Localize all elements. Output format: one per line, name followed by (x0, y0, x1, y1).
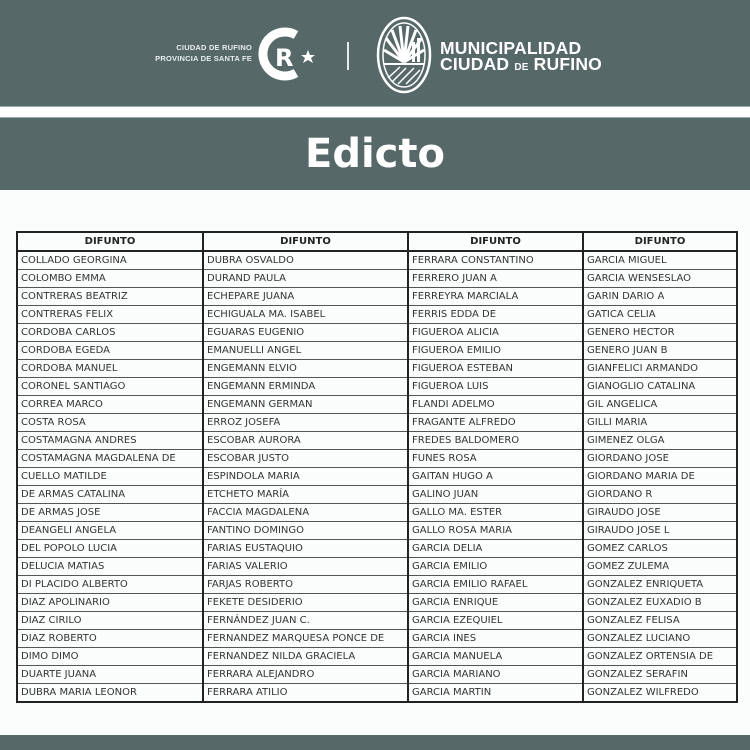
table-cell: GARCIA EMILIO RAFAEL (408, 576, 583, 594)
table-cell: GALINO JUAN (408, 486, 583, 504)
table-cell: GIORDANO R (583, 486, 737, 504)
table-cell: GOMEZ CARLOS (583, 540, 737, 558)
table-cell: GARCIA DELIA (408, 540, 583, 558)
table-cell: GIRAUDO JOSE L (583, 522, 737, 540)
table-cell: GARCIA WENSESLAO (583, 270, 737, 288)
table-row (17, 486, 737, 504)
table-cell: DURAND PAULA (203, 270, 408, 288)
table-cell: FIGUEROA ESTEBAN (408, 360, 583, 378)
municipal-seal-icon (376, 16, 432, 94)
table-cell: CONTRERAS FELIX (17, 306, 203, 324)
municipality-line1: MUNICIPALIDAD (440, 38, 582, 58)
municipality-line2 (440, 56, 602, 76)
table-cell: GENERO HECTOR (583, 324, 737, 342)
table-cell: ESCOBAR JUSTO (203, 450, 408, 468)
table-cell: FERRARA ALEJANDRO (203, 666, 408, 684)
table-cell: DIAZ ROBERTO (17, 630, 203, 648)
table-cell: GIRAUDO JOSE (583, 504, 737, 522)
column-header: DIFUNTO (203, 232, 408, 251)
table-cell: DIAZ APOLINARIO (17, 594, 203, 612)
table-row (17, 432, 737, 450)
table-cell: GIANOGLIO CATALINA (583, 378, 737, 396)
table-cell: FERREYRA MARCIALA (408, 288, 583, 306)
page-title: Edicto (305, 131, 445, 177)
table-cell: CORONEL SANTIAGO (17, 378, 203, 396)
table-cell: FUNES ROSA (408, 450, 583, 468)
table-cell: GONZALEZ ENRIQUETA (583, 576, 737, 594)
table-cell: GIANFELICI ARMANDO (583, 360, 737, 378)
table-cell: DIMO DIMO (17, 648, 203, 666)
table-row (17, 324, 737, 342)
table-cell: GONZALEZ EUXADIO B (583, 594, 737, 612)
table-cell: DUBRA OSVALDO (203, 251, 408, 270)
table-cell: GONZALEZ SERAFIN (583, 666, 737, 684)
table-cell: CONTRERAS BEATRIZ (17, 288, 203, 306)
table-cell: COSTA ROSA (17, 414, 203, 432)
table-cell: GALLO MA. ESTER (408, 504, 583, 522)
table-cell: DE ARMAS CATALINA (17, 486, 203, 504)
title-band (0, 118, 750, 190)
table-row (17, 558, 737, 576)
table-cell: DEANGELI ANGELA (17, 522, 203, 540)
table-row (17, 684, 737, 703)
table-cell: ENGEMANN GERMAN (203, 396, 408, 414)
deceased-table (16, 231, 738, 703)
table-row (17, 396, 737, 414)
table-row (17, 414, 737, 432)
municipality-rufino: RUFINO (528, 54, 602, 74)
table-body (17, 251, 737, 702)
table-row (17, 378, 737, 396)
table-cell: GONZALEZ WILFREDO (583, 684, 737, 703)
table-cell: FIGUEROA LUIS (408, 378, 583, 396)
table-cell: ETCHETO MARÍA (203, 486, 408, 504)
table-cell: GARCIA MANUELA (408, 648, 583, 666)
table-cell: GAITAN HUGO A (408, 468, 583, 486)
table-cell: DI PLACIDO ALBERTO (17, 576, 203, 594)
table-cell: FACCIA MAGDALENA (203, 504, 408, 522)
table-cell: ECHIGUALA MA. ISABEL (203, 306, 408, 324)
table-row (17, 288, 737, 306)
table-row (17, 540, 737, 558)
table-cell: GONZALEZ ORTENSIA DE (583, 648, 737, 666)
table-cell: FEKETE DESIDERIO (203, 594, 408, 612)
table-cell: FANTINO DOMINGO (203, 522, 408, 540)
table-cell: DE ARMAS JOSE (17, 504, 203, 522)
table-cell: GARCIA MARIANO (408, 666, 583, 684)
header-banner (0, 0, 750, 106)
table-cell: GARIN DARIO A (583, 288, 737, 306)
table-row (17, 648, 737, 666)
table-cell: FERRARA ATILIO (203, 684, 408, 703)
table-cell: GARCIA INES (408, 630, 583, 648)
table-row (17, 666, 737, 684)
table-cell: COLLADO GEORGINA (17, 251, 203, 270)
table-cell: DUBRA MARIA LEONOR (17, 684, 203, 703)
table-cell: GARCIA MARTIN (408, 684, 583, 703)
table-cell: FREDES BALDOMERO (408, 432, 583, 450)
table-cell: GOMEZ ZULEMA (583, 558, 737, 576)
municipality-de: DE (514, 62, 529, 73)
column-header: DIFUNTO (17, 232, 203, 251)
footer-band (0, 735, 750, 750)
table-cell: ECHEPARE JUANA (203, 288, 408, 306)
table-cell: GIORDANO MARIA DE (583, 468, 737, 486)
table-row (17, 576, 737, 594)
city-name: CIUDAD DE RUFINO (176, 43, 252, 52)
table-header-row (17, 232, 737, 251)
column-header: DIFUNTO (408, 232, 583, 251)
table-cell: FIGUEROA ALICIA (408, 324, 583, 342)
table-cell: CORREA MARCO (17, 396, 203, 414)
table-cell: FERNÁNDEZ JUAN C. (203, 612, 408, 630)
svg-text:R: R (275, 44, 294, 72)
table-row (17, 522, 737, 540)
table-cell: GIORDANO JOSE (583, 450, 737, 468)
table-cell: ENGEMANN ERMINDA (203, 378, 408, 396)
table-cell: GIMENEZ OLGA (583, 432, 737, 450)
city-caption (140, 42, 252, 64)
table-row (17, 612, 737, 630)
table-cell: DEL POPOLO LUCIA (17, 540, 203, 558)
table-cell: CORDOBA EGEDA (17, 342, 203, 360)
table-cell: DIAZ CIRILO (17, 612, 203, 630)
table-cell: ESPINDOLA MARIA (203, 468, 408, 486)
column-header: DIFUNTO (583, 232, 737, 251)
table-row (17, 450, 737, 468)
table-cell: ENGEMANN ELVIO (203, 360, 408, 378)
table-cell: GILLI MARIA (583, 414, 737, 432)
table-row (17, 342, 737, 360)
table-row (17, 504, 737, 522)
table-cell: GARCIA ENRIQUE (408, 594, 583, 612)
table-row (17, 360, 737, 378)
table-cell: GARCIA EMILIO (408, 558, 583, 576)
separator-stripe (0, 106, 750, 118)
table-cell: GARCIA MIGUEL (583, 251, 737, 270)
table-cell: FERRERO JUAN A (408, 270, 583, 288)
table-cell: FERNANDEZ NILDA GRACIELA (203, 648, 408, 666)
table-cell: GALLO ROSA MARIA (408, 522, 583, 540)
table-cell: GIL ANGELICA (583, 396, 737, 414)
table-cell: GONZALEZ LUCIANO (583, 630, 737, 648)
municipality-name (440, 40, 602, 76)
table-cell: GATICA CELIA (583, 306, 737, 324)
table-cell: GONZALEZ FELISA (583, 612, 737, 630)
table-cell: FARIAS VALERIO (203, 558, 408, 576)
province-name: PROVINCIA DE SANTA FE (155, 54, 252, 63)
table-row (17, 630, 737, 648)
table-cell: FERRARA CONSTANTINO (408, 251, 583, 270)
table-row (17, 306, 737, 324)
table-cell: EMANUELLI ANGEL (203, 342, 408, 360)
table-cell: FARIAS EUSTAQUIO (203, 540, 408, 558)
table-cell: FERNANDEZ MARQUESA PONCE DE (203, 630, 408, 648)
city-cr-logo-icon (258, 26, 318, 82)
table-row (17, 594, 737, 612)
table-row (17, 468, 737, 486)
table-cell: DELUCIA MATIAS (17, 558, 203, 576)
table-cell: GARCIA EZEQUIEL (408, 612, 583, 630)
table-row (17, 251, 737, 270)
table-cell: CORDOBA CARLOS (17, 324, 203, 342)
table-cell: CORDOBA MANUEL (17, 360, 203, 378)
table-cell: GENERO JUAN B (583, 342, 737, 360)
table-cell: ERROZ JOSEFA (203, 414, 408, 432)
table-cell: EGUARAS EUGENIO (203, 324, 408, 342)
table-cell: COSTAMAGNA MAGDALENA DE (17, 450, 203, 468)
table-cell: FLANDI ADELMO (408, 396, 583, 414)
table-cell: FARJAS ROBERTO (203, 576, 408, 594)
table-row (17, 270, 737, 288)
table-cell: FIGUEROA EMILIO (408, 342, 583, 360)
table-cell: ESCOBAR AURORA (203, 432, 408, 450)
logo-divider (347, 42, 349, 70)
table-cell: CUELLO MATILDE (17, 468, 203, 486)
table-cell: FRAGANTE ALFREDO (408, 414, 583, 432)
table-cell: FERRIS EDDA DE (408, 306, 583, 324)
table-cell: COSTAMAGNA ANDRES (17, 432, 203, 450)
table-cell: DUARTE JUANA (17, 666, 203, 684)
table-cell: COLOMBO EMMA (17, 270, 203, 288)
municipality-city: CIUDAD (440, 54, 515, 74)
